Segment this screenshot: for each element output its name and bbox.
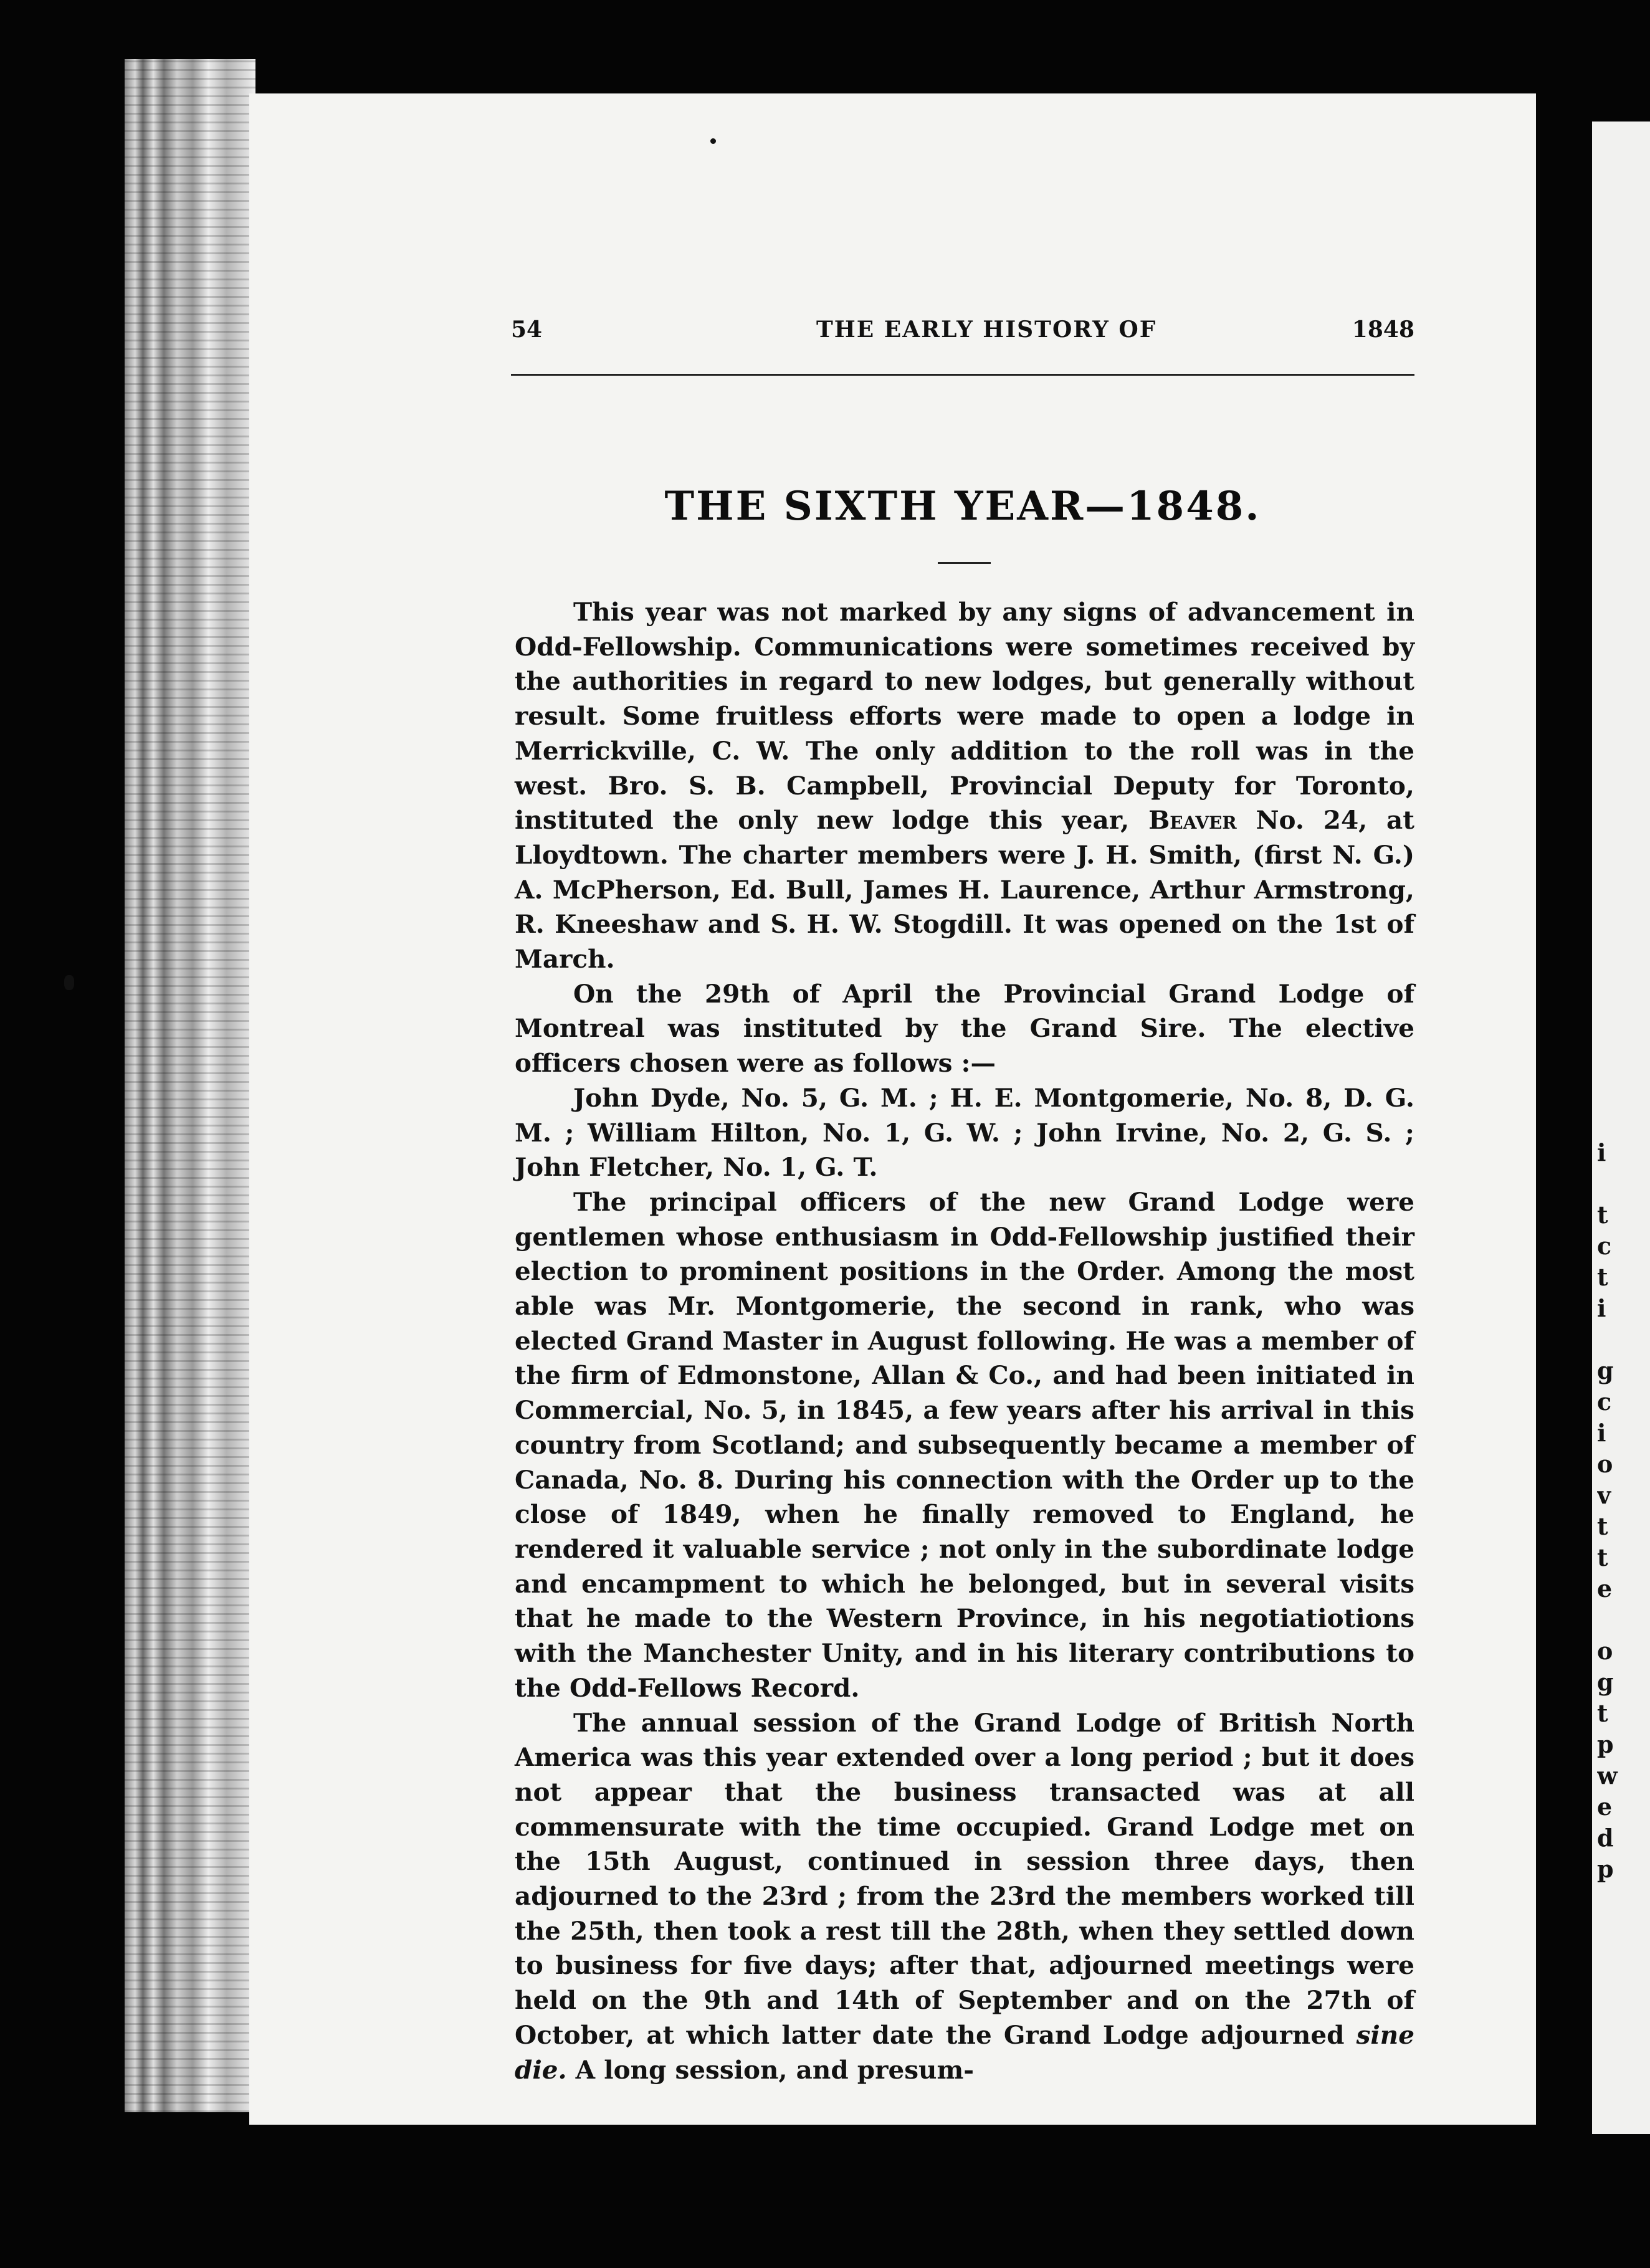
page-stack-edge [125,59,255,2112]
body-text [515,595,1414,2087]
facing-fragment: t [1597,1201,1608,1229]
latin-phrase: sine die. [515,2019,1414,2085]
facing-fragment: g [1597,1356,1614,1384]
facing-page [1592,122,1650,2134]
running-year: 1848 [1352,317,1414,343]
facing-fragment: i [1597,1138,1606,1166]
facing-fragment: e [1597,1575,1613,1603]
facing-fragment: i [1597,1294,1606,1322]
header-rule [511,374,1414,376]
facing-page-text-fragments [1597,1137,1650,1885]
facing-fragment: o [1597,1637,1613,1665]
running-title: THE EARLY HISTORY OF [816,317,1157,343]
facing-fragment: t [1597,1699,1608,1727]
facing-fragment: o [1597,1450,1613,1478]
officers-list: John Dyde, No. 5, G. M. ; H. E. Montgomerie, No. 8, D. G. M. ; William Hilton, No. 1, G. W. ; John Irvine, No. 2, G. S. ; John Fletcher, No. 1, G. T. [515,1082,1414,1183]
title-rule [938,562,991,564]
facing-fragment [1597,1604,1650,1636]
chapter-title: THE SIXTH YEAR—1848. [664,483,1261,530]
facing-fragment: t [1597,1263,1608,1291]
scan-speck [710,138,716,144]
facing-fragment: c [1597,1232,1612,1260]
facing-fragment: c [1597,1388,1612,1416]
paragraph-3: The principal officers of the new Grand Lodge were gentlemen whose enthusiasm in Odd-Fellowship justified their election to prominent positions in the Order. Among the most able was Mr. Montgomerie, the second in rank, who was elected Grand Master in August following. He was a member of the firm of Edmonstone, Allan & Co., and had been initiated in Commercial, No. 5, in 1845, a few years after his arrival in this country from Scotland; and subsequently became a member of Canada, No. 8. During his connection with the Order up to the close of 1849, when he finally removed to England, he rendered it valuable service ; not only in the subordinate lodge and encampment to which he belonged, but in several visits that he made to the Western Province, in his negotiatiotions with the Manchester Unity, and in his literary contributions to the Odd-Fellows Record. [515,1186,1414,1703]
facing-fragment: i [1597,1419,1606,1447]
facing-fragment: w [1597,1761,1618,1789]
facing-fragment: t [1597,1543,1608,1571]
paragraph-4: The annual session of the Grand Lodge of British North America was this year extended over a long period ; but it does not appear that the business transacted was at all commensurate with the time occupied. Grand Lodge met on the 15th August, continued in session three days, then adjourned to the 23rd ; from the 23rd the members worked till the 25th, then took a rest till the 28th, when they settled down to business for five days; after that, adjourned meetings were held on the 9th and 14th of September and on the 27th of October, at which latter date the Grand Lodge adjourned sine die. A long session, and presum- [515,1707,1414,2085]
facing-fragment [1597,1324,1650,1355]
lodge-name: Beaver [1148,805,1237,836]
facing-fragment [1597,1168,1650,1199]
facing-fragment: p [1597,1730,1614,1758]
facing-fragment: p [1597,1855,1614,1883]
facing-fragment: g [1597,1668,1614,1696]
facing-fragment: v [1597,1481,1611,1509]
facing-fragment: d [1597,1824,1614,1852]
scan-speck [64,975,74,990]
page-number: 54 [511,317,543,343]
facing-fragment: e [1597,1793,1613,1821]
paragraph-2: On the 29th of April the Provincial Grand Lodge of Montreal was instituted by the Grand Sire. The elective officers chosen were as follows :— [515,978,1414,1079]
paragraph-1: This year was not marked by any signs of advancement in Odd-Fellowship. Communications were sometimes received by the authorities in regard to new lodges, but generally without result. Some fruitless efforts were made to open a lodge in Merrickville, C. W. The only addition to the roll was in the west. Bro. S. B. Campbell, Provincial Deputy for Toronto, instituted the only new lodge this year, Beaver No. 24, at Lloydtown. The charter members were J. H. Smith, (first N. G.) A. McPherson, Ed. Bull, James H. Laurence, Arthur Armstrong, R. Kneeshaw and S. H. W. Stogdill. It was opened on the 1st of March. [515,597,1414,974]
facing-fragment: t [1597,1512,1608,1540]
running-head [511,317,1414,354]
